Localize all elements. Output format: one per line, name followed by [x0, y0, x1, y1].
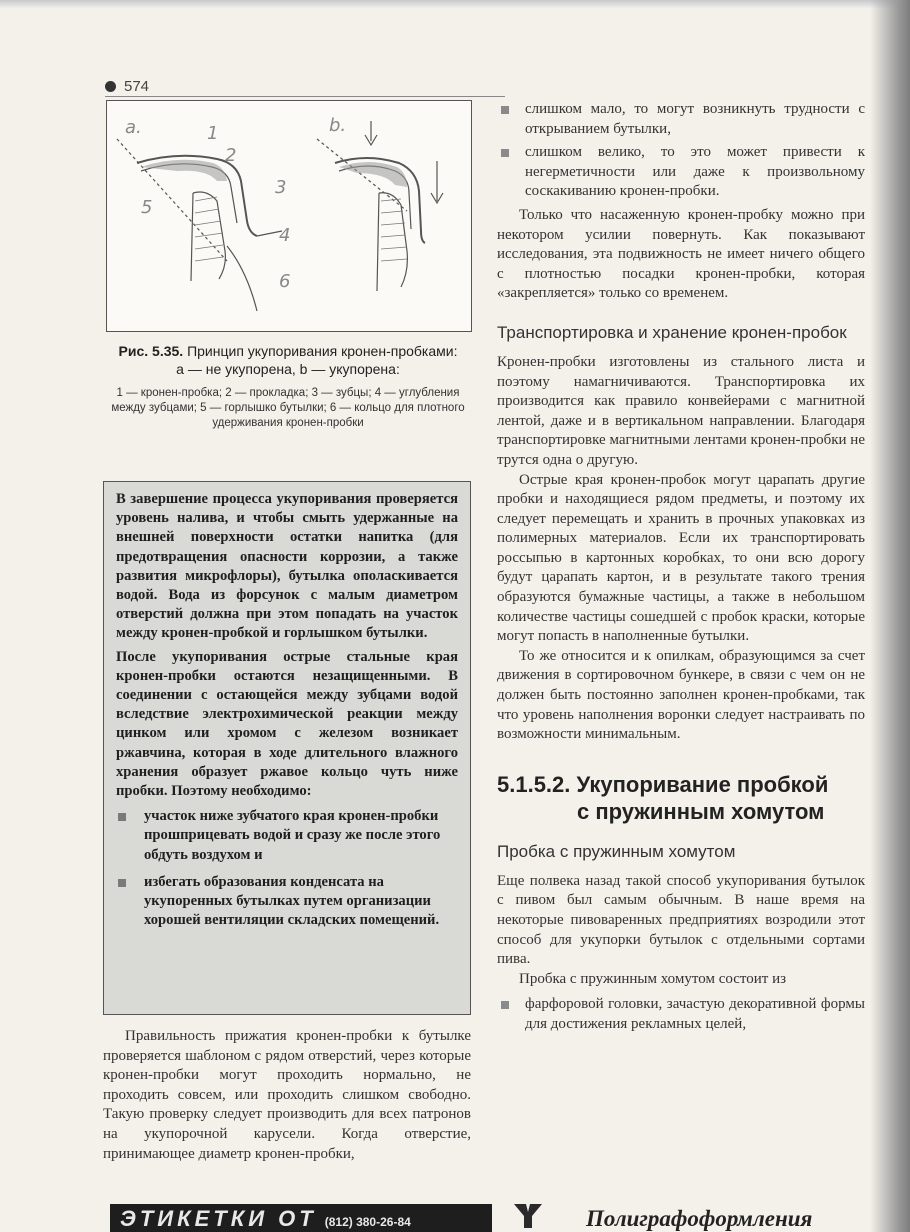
- paragraph-mobility: Только что насаженную кронен-пробку можно при некотором усилии повернуть. Как показывают исследования, эта подвижность не имеет ничего общего с плотностью посадки кронен-пробки, которая «закрепляется» только со временем.: [497, 206, 865, 302]
- right-column: [497, 100, 865, 1039]
- list-item: участок ниже зубчатого края кронен-пробки прошприцевать водой и сразу же после этого обдуть воздухом и: [116, 807, 458, 865]
- paragraph-transport-2: Острые края кронен-пробок могут царапать другие пробки и находящиеся рядом предметы, и поэтому их следует перемещать и хранить в прочных упаковках из полимерных материалов. Если их транспортировать россыпью в картонных коробках, то они всю дорогу будут царапать картон, и в результате такого трения образуются бумажные частицы, а также в небольшом количестве частицы сошедшей с пробок краски, которые могут попасть в наполненные бутылки.: [497, 471, 865, 645]
- figure-label-1: 1: [207, 123, 219, 144]
- ad-brand-name: Полиграфоформления: [586, 1206, 813, 1231]
- highlight-paragraph-1: В завершение процесса укупоривания проверяется уровень налива, и чтобы смыть удержанные на внешней поверхности остатки напитка (для предотвращения опасности коррозии, а также развития микрофлоры), бутылка ополаскивается водой. Вода из форсунок с малым диаметром отверстий должна при этом попадать на участок между кронен-пробкой и горлышком бутылки.: [116, 491, 458, 642]
- figure-caption: [104, 342, 472, 431]
- paragraph-spring-1: Еще полвека назад такой способ укупоривания бутылок с пивом был самым обычным. В наше время на некоторые пивоваренных предприятиях возродили этот способ для укупорки бутылок с отдельными сортами пива.: [497, 872, 865, 968]
- list-item: слишком мало, то могут возникнуть трудности с открыванием бутылки,: [497, 100, 865, 139]
- section-title: 5.1.5.2. Укупоривание пробкой с пружинным хомутом: [497, 771, 829, 824]
- paragraph-template-check: Правильность прижатия кронен-пробки к бутылке проверяется шаблоном с рядом отверстий, через которые кронен-пробки могут проходить нормально, не проходить совсем, или проходить слишком свободно. Такую проверку следует производить для всех патронов на укупорочной карусели. Когда отверстие, принимающее диаметр кронен-пробки,: [103, 1028, 471, 1162]
- subheading-spring: Пробка с пружинным хомутом: [497, 841, 736, 861]
- bullet-icon: [118, 813, 126, 821]
- crown-cork-sketch: [107, 101, 471, 331]
- bullet-icon: [501, 1001, 509, 1009]
- page-marker-icon: [105, 81, 116, 92]
- highlight-box: [103, 481, 471, 1015]
- list-item: фарфоровой головки, зачастую декоративной формы для достижения рекламных целей,: [497, 995, 865, 1034]
- subheading-transport: Транспортировка и хранение кронен-пробок: [497, 322, 847, 342]
- highlight-list: [116, 807, 458, 930]
- paragraph-spring-2: Пробка с пружинным хомутом состоит из: [519, 970, 787, 987]
- figure-label-3: 3: [275, 177, 287, 198]
- caption-label: Рис. 5.35.: [118, 343, 184, 359]
- figure-label-a: a.: [125, 117, 142, 138]
- highlight-paragraph-2: После укупоривания острые стальные края кронен-пробки остаются незащищенными. В соединении с остающейся между зубцами водой вследствие электрохимической реакции между цинком или хромом с железом возникает ржавчина, которая в ходе длительного влажного хранения образует ржавое кольцо чуть ниже пробки. Поэтому необходимо:: [116, 648, 458, 800]
- left-column-text: [103, 1027, 471, 1164]
- figure-label-6: 6: [279, 271, 291, 292]
- figure-label-b: b.: [329, 115, 347, 136]
- paragraph-transport-3: То же относится и к опилкам, образующимся за счет движения в сортировочном бункере, в связи с чем он не должен быть постоянно заполнен кронен-пробками, так что уровень наполнения воронки следует настраивать по возможности минимальным.: [497, 647, 865, 743]
- top-edge: [0, 0, 910, 8]
- list-item: избегать образования конденсата на укупоренных бутылках путем организации хорошей вентиляции складских помещений.: [116, 873, 458, 931]
- figure-label-4: 4: [279, 225, 291, 246]
- ad-phone: (812) 380-26-84: [324, 1215, 411, 1229]
- footer-advertisement: [110, 1196, 910, 1232]
- caption-text: Принцип укупоривания кронен-пробками:: [187, 343, 458, 359]
- figure-diagram: [106, 100, 472, 332]
- header-rule: [105, 96, 505, 97]
- paragraph-transport-1: Кронен-пробки изготовлены из стального листа и поэтому намагничиваются. Транспортировка их производится как правило конвейерами с магнитной лентой, даже и в вертикальном направлении. Благодаря транспортировке магнитными лентами кронен-пробки не трутся одна о другую.: [497, 353, 865, 468]
- brand-logo-icon: [512, 1200, 544, 1230]
- figure-label-5: 5: [141, 197, 153, 218]
- ad-banner: ЭТИКЕТКИ ОТ (812) 380-26-84: [110, 1204, 492, 1232]
- figure-label-2: 2: [225, 145, 237, 166]
- binding-shadow: [870, 0, 910, 1232]
- list-item: слишком велико, то это может привести к негерметичности или даже к произвольному соскакиванию кронен-пробки.: [497, 143, 865, 202]
- page-number: 574: [105, 78, 149, 95]
- caption-legend: 1 — кронен-пробка; 2 — прокладка; 3 — зубцы; 4 — углубления между зубцами; 5 — горлышко бутылки; 6 — кольцо для плотного удерживания кронен-пробки: [111, 387, 465, 429]
- bullet-icon: [501, 106, 509, 114]
- bullet-icon: [501, 149, 509, 157]
- caption-line2: a — не укупорена, b — укупорена:: [176, 361, 400, 377]
- diameter-list: [497, 100, 865, 202]
- bullet-icon: [118, 879, 126, 887]
- spring-parts-list: [497, 995, 865, 1034]
